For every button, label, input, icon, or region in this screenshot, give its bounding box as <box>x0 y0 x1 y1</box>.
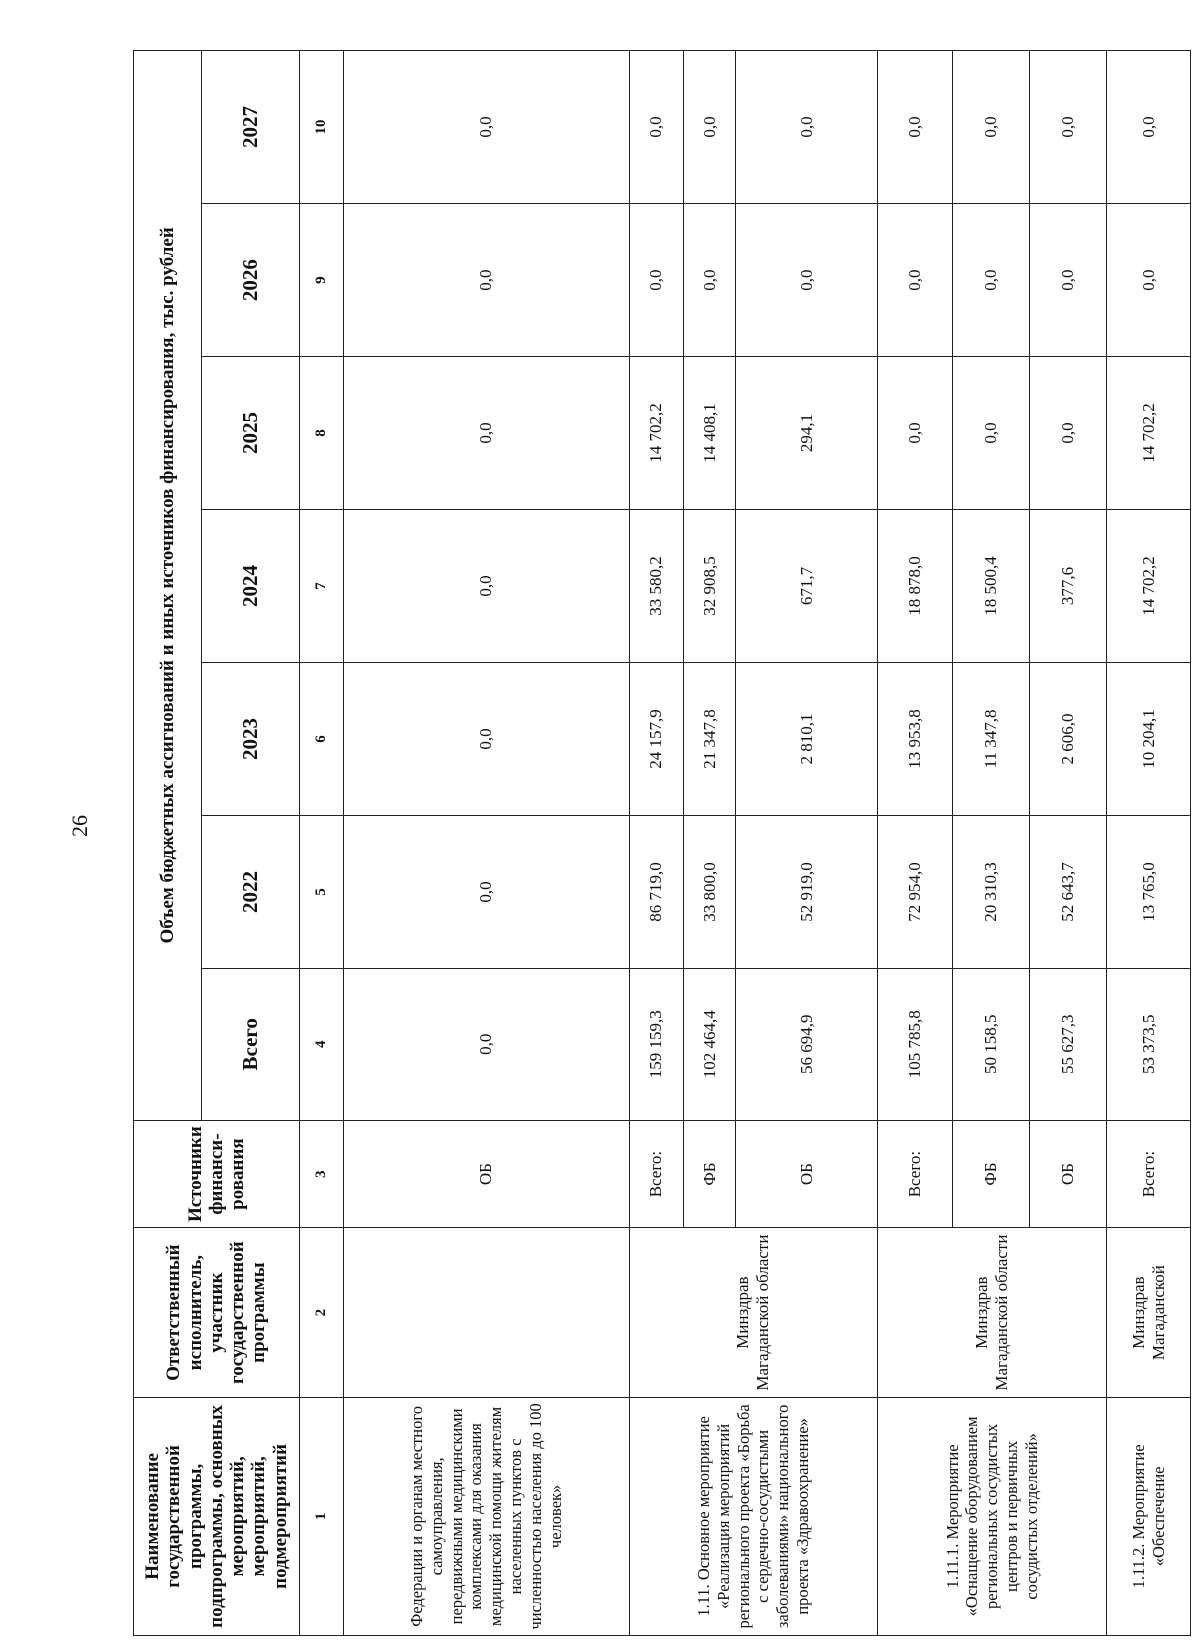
source-cell: ОБ <box>343 1120 629 1228</box>
value-cell: 0,0 <box>683 204 736 357</box>
header-year: 2026 <box>202 204 300 357</box>
total-cell: 102 464,4 <box>683 968 736 1120</box>
header-year: 2027 <box>202 51 300 204</box>
value-cell: 20 310,3 <box>952 815 1029 968</box>
total-cell: 50 158,5 <box>952 968 1029 1120</box>
header-program-name: Наименование государственной программы, подпрограммы, основных мероприятий, мероприятий, подмероприятий <box>134 1397 300 1635</box>
value-cell: 0,0 <box>1029 357 1106 510</box>
header-year: 2023 <box>202 663 300 816</box>
source-cell: ОБ <box>1029 1120 1106 1228</box>
header-year: 2024 <box>202 510 300 663</box>
value-cell: 0,0 <box>1029 51 1106 204</box>
value-cell: 0,0 <box>952 51 1029 204</box>
value-cell: 0,0 <box>1107 51 1191 204</box>
index-cell: 8 <box>300 357 344 510</box>
index-cell: 2 <box>300 1228 344 1397</box>
page-number: 26 <box>67 815 92 837</box>
value-cell: 0,0 <box>878 51 953 204</box>
rotated-table-container <box>133 50 1191 1636</box>
value-cell: 11 347,8 <box>952 663 1029 816</box>
header-executor: Ответственный исполнитель, участник государственной программы <box>134 1228 300 1397</box>
source-cell: Всего: <box>1107 1120 1191 1228</box>
value-cell: 2 606,0 <box>1029 663 1106 816</box>
value-cell: 14 702,2 <box>629 357 683 510</box>
value-cell: 0,0 <box>878 357 953 510</box>
header-volume: Объем бюджетных ассигнований и иных источников финансирования, тыс. рублей <box>134 51 202 1121</box>
value-cell: 52 919,0 <box>736 815 878 968</box>
source-cell: ФБ <box>952 1120 1029 1228</box>
total-cell: 0,0 <box>343 968 629 1120</box>
value-cell: 0,0 <box>343 204 629 357</box>
program-name-cell: 1.11.2. Мероприятие «Обеспечение <box>1107 1397 1191 1635</box>
value-cell: 0,0 <box>1107 204 1191 357</box>
program-name-cell: 1.11. Основное мероприятие «Реализация мероприятий регионального проекта «Борьба с сердечно-сосудистыми заболеваниями» национального проекта «Здравоохранение» <box>629 1397 877 1635</box>
value-cell: 0,0 <box>343 815 629 968</box>
value-cell: 0,0 <box>343 663 629 816</box>
header-sources: Источники финанси-рования <box>134 1120 300 1228</box>
executor-cell <box>343 1228 629 1397</box>
value-cell: 86 719,0 <box>629 815 683 968</box>
financing-table <box>133 50 1191 1636</box>
value-cell: 10 204,1 <box>1107 663 1191 816</box>
header-year: 2025 <box>202 357 300 510</box>
value-cell: 14 408,1 <box>683 357 736 510</box>
value-cell: 0,0 <box>736 51 878 204</box>
table-row <box>629 51 683 1636</box>
value-cell: 24 157,9 <box>629 663 683 816</box>
header-total: Всего <box>202 968 300 1120</box>
value-cell: 0,0 <box>343 357 629 510</box>
value-cell: 52 643,7 <box>1029 815 1106 968</box>
value-cell: 294,1 <box>736 357 878 510</box>
value-cell: 0,0 <box>629 204 683 357</box>
index-row <box>300 51 344 1636</box>
value-cell: 13 953,8 <box>878 663 953 816</box>
header-year: 2022 <box>202 815 300 968</box>
program-name-cell: Федерации и органам местного самоуправления, передвижными медицинскими комплексами для оказания медицинской помощи жителям населенных пунктов с численностью населения до 100 человек» <box>343 1397 629 1635</box>
source-cell: Всего: <box>629 1120 683 1228</box>
value-cell: 33 800,0 <box>683 815 736 968</box>
value-cell: 32 908,5 <box>683 510 736 663</box>
value-cell: 13 765,0 <box>1107 815 1191 968</box>
value-cell: 18 500,4 <box>952 510 1029 663</box>
source-cell: ФБ <box>683 1120 736 1228</box>
executor-cell: Минздрав Магаданской области <box>629 1228 877 1397</box>
index-cell: 3 <box>300 1120 344 1228</box>
index-cell: 1 <box>300 1397 344 1635</box>
source-cell: ОБ <box>736 1120 878 1228</box>
value-cell: 0,0 <box>629 51 683 204</box>
value-cell: 0,0 <box>878 204 953 357</box>
total-cell: 53 373,5 <box>1107 968 1191 1120</box>
value-cell: 0,0 <box>343 51 629 204</box>
index-cell: 5 <box>300 815 344 968</box>
total-cell: 159 159,3 <box>629 968 683 1120</box>
total-cell: 55 627,3 <box>1029 968 1106 1120</box>
value-cell: 0,0 <box>343 510 629 663</box>
index-cell: 6 <box>300 663 344 816</box>
total-cell: 56 694,9 <box>736 968 878 1120</box>
value-cell: 0,0 <box>683 51 736 204</box>
value-cell: 0,0 <box>736 204 878 357</box>
value-cell: 2 810,1 <box>736 663 878 816</box>
value-cell: 72 954,0 <box>878 815 953 968</box>
executor-cell: Минздрав Магаданской области <box>878 1228 1107 1397</box>
table-row <box>878 51 953 1636</box>
table-row <box>343 51 629 1636</box>
program-name-cell: 1.11.1. Мероприятие «Оснащение оборудованием региональных сосудистых центров и первичных сосудистых отделений» <box>878 1397 1107 1635</box>
value-cell: 377,6 <box>1029 510 1106 663</box>
index-cell: 9 <box>300 204 344 357</box>
value-cell: 671,7 <box>736 510 878 663</box>
value-cell: 18 878,0 <box>878 510 953 663</box>
value-cell: 0,0 <box>952 204 1029 357</box>
source-cell: Всего: <box>878 1120 953 1228</box>
total-cell: 105 785,8 <box>878 968 953 1120</box>
table-row <box>1107 51 1191 1636</box>
header-row <box>134 51 202 1636</box>
value-cell: 21 347,8 <box>683 663 736 816</box>
value-cell: 33 580,2 <box>629 510 683 663</box>
executor-cell: Минздрав Магаданской <box>1107 1228 1191 1397</box>
index-cell: 4 <box>300 968 344 1120</box>
value-cell: 14 702,2 <box>1107 357 1191 510</box>
index-cell: 10 <box>300 51 344 204</box>
index-cell: 7 <box>300 510 344 663</box>
value-cell: 0,0 <box>1029 204 1106 357</box>
value-cell: 14 702,2 <box>1107 510 1191 663</box>
value-cell: 0,0 <box>952 357 1029 510</box>
